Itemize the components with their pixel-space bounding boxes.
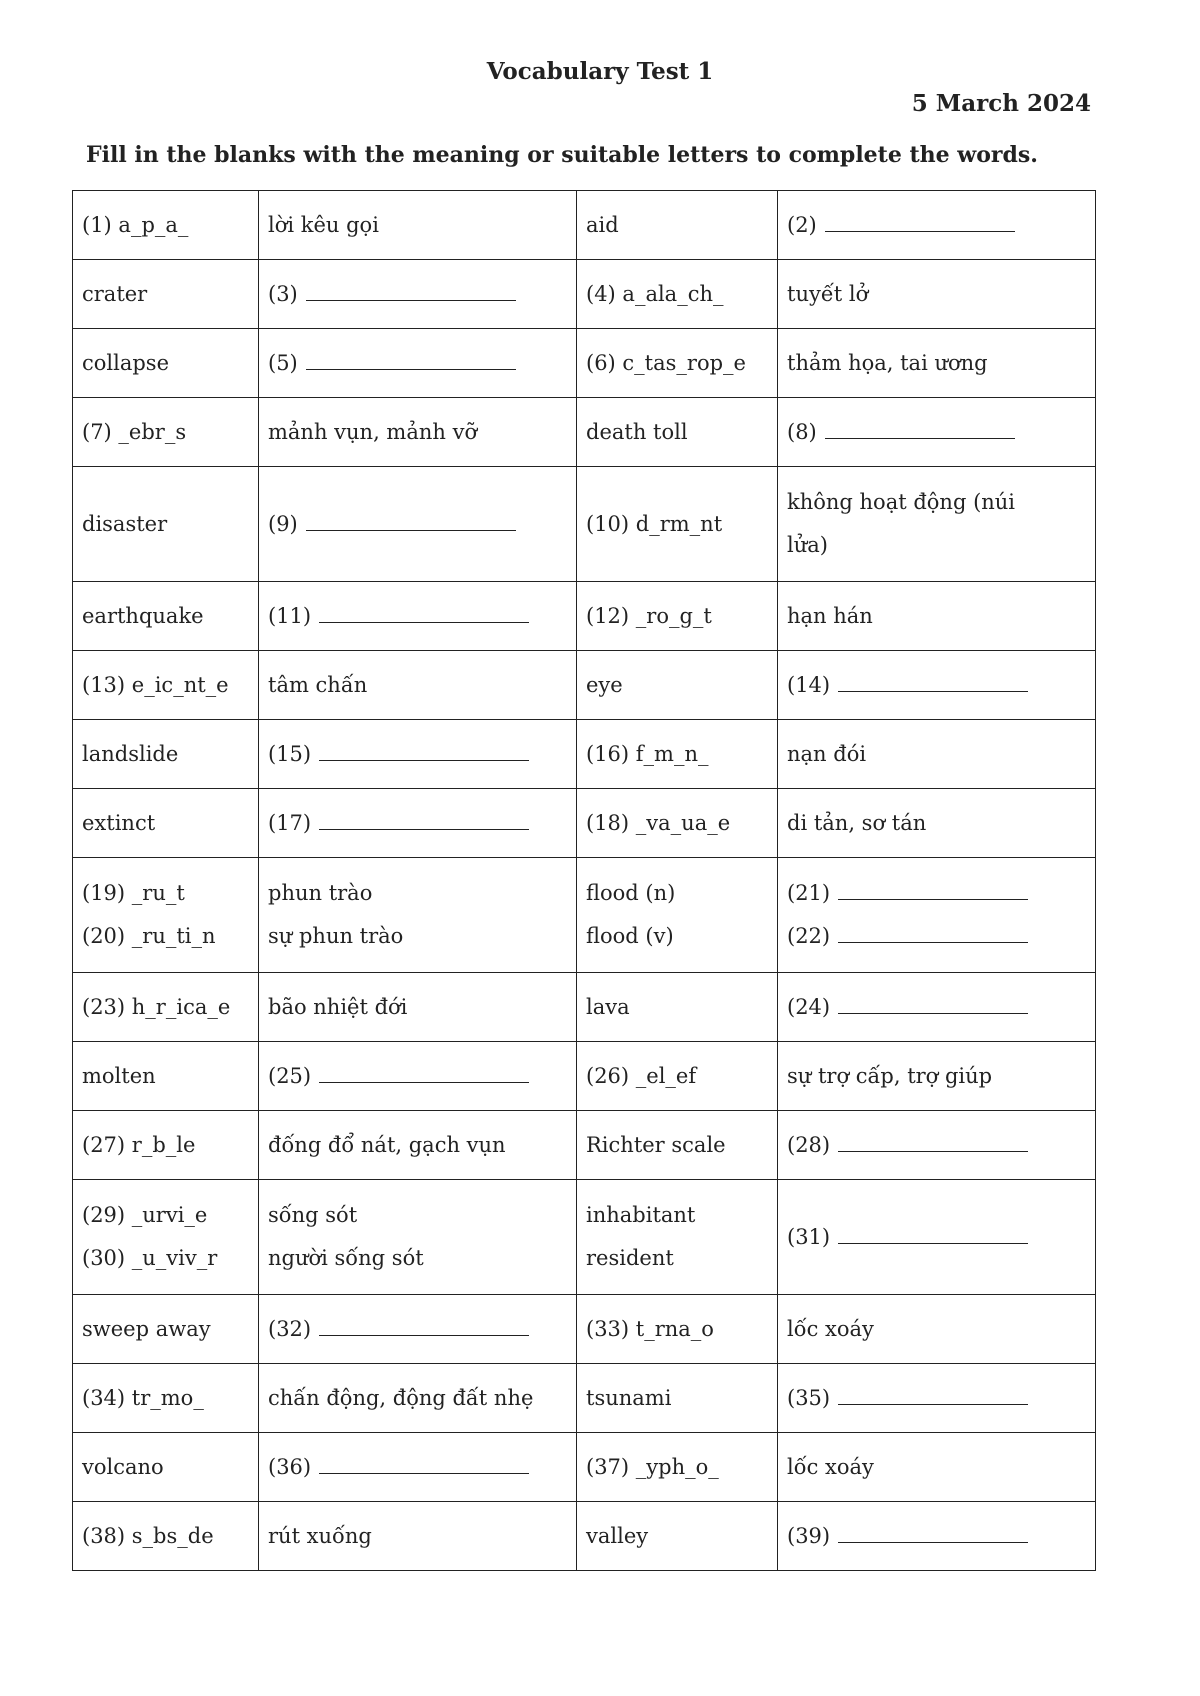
cell-line — [586, 733, 768, 776]
table-cell — [778, 651, 1096, 720]
cell-line — [268, 915, 567, 958]
cell-line — [586, 915, 768, 958]
cell-text: (6) c_tas_rop_e — [586, 350, 746, 375]
table-cell — [778, 720, 1096, 789]
cell-line — [787, 915, 1086, 958]
cell-text: rút xuống — [268, 1523, 372, 1548]
table-cell — [778, 191, 1096, 260]
cell-line — [268, 1055, 567, 1098]
cell-line — [787, 1055, 1086, 1098]
cell-text: (29) _urvi_e — [82, 1203, 208, 1227]
cell-text: chấn động, động đất nhẹ — [268, 1385, 534, 1410]
table-row — [73, 329, 1096, 398]
table-cell — [778, 1180, 1096, 1295]
table-cell — [778, 1502, 1096, 1571]
cell-line — [586, 1377, 768, 1420]
cell-text: (12) _ro_g_t — [586, 603, 712, 628]
answer-blank[interactable] — [306, 506, 516, 531]
cell-line — [82, 1124, 249, 1167]
cell-line — [787, 524, 1086, 567]
table-row — [73, 1502, 1096, 1571]
table-cell — [73, 1180, 259, 1295]
cell-text: (38) s_bs_de — [82, 1523, 214, 1548]
cell-text: death toll — [586, 419, 688, 444]
answer-blank[interactable] — [825, 207, 1015, 232]
cell-line — [82, 1237, 249, 1280]
cell-line — [787, 411, 1086, 454]
table-row — [73, 398, 1096, 467]
table-cell — [73, 582, 259, 651]
table-cell — [259, 789, 577, 858]
table-cell — [73, 329, 259, 398]
table-row — [73, 1433, 1096, 1502]
table-cell — [73, 467, 259, 582]
cell-text: (9) — [268, 511, 298, 536]
cell-text: (32) — [268, 1316, 312, 1341]
cell-line — [268, 1308, 567, 1351]
answer-blank[interactable] — [838, 989, 1028, 1014]
cell-text: (10) d_rm_nt — [586, 511, 723, 536]
table-cell — [73, 1433, 259, 1502]
cell-line — [787, 595, 1086, 638]
cell-text: đống đổ nát, gạch vụn — [268, 1132, 506, 1157]
table-cell — [577, 1180, 778, 1295]
cell-text: (7) _ebr_s — [82, 419, 187, 444]
cell-text: (33) t_rna_o — [586, 1316, 714, 1341]
table-cell — [577, 1433, 778, 1502]
cell-text: (24) — [787, 994, 831, 1019]
table-cell — [577, 398, 778, 467]
cell-line — [82, 733, 249, 776]
table-cell — [259, 467, 577, 582]
table-cell — [259, 1364, 577, 1433]
cell-text: lốc xoáy — [787, 1316, 874, 1341]
table-row — [73, 260, 1096, 329]
table-cell — [778, 467, 1096, 582]
answer-blank[interactable] — [838, 1380, 1028, 1405]
cell-text: (4) a_ala_ch_ — [586, 281, 724, 306]
cell-text: eye — [586, 672, 623, 697]
cell-text: (18) _va_ua_e — [586, 810, 731, 835]
table-cell — [259, 191, 577, 260]
cell-text: thảm họa, tai ương — [787, 350, 988, 375]
table-cell — [73, 1295, 259, 1364]
table-cell — [778, 260, 1096, 329]
table-cell — [259, 1111, 577, 1180]
cell-text: extinct — [82, 810, 156, 835]
table-row — [73, 1364, 1096, 1433]
cell-line — [82, 1194, 249, 1237]
cell-line — [787, 1216, 1086, 1259]
cell-line — [82, 503, 249, 546]
cell-text: (14) — [787, 672, 831, 697]
table-cell — [73, 260, 259, 329]
answer-blank[interactable] — [838, 1127, 1028, 1152]
cell-line — [268, 733, 567, 776]
cell-line — [82, 986, 249, 1029]
table-cell — [778, 1295, 1096, 1364]
table-cell — [778, 973, 1096, 1042]
cell-text: (5) — [268, 350, 298, 375]
table-cell — [259, 260, 577, 329]
table-cell — [73, 858, 259, 973]
cell-text: flood (v) — [586, 924, 674, 948]
table-cell — [73, 720, 259, 789]
cell-text: molten — [82, 1063, 156, 1088]
cell-text: (21) — [787, 881, 831, 905]
table-row — [73, 1180, 1096, 1295]
answer-blank[interactable] — [838, 918, 1028, 943]
table-cell — [259, 1042, 577, 1111]
cell-text: (26) _el_ef — [586, 1063, 697, 1088]
cell-line — [268, 1194, 567, 1237]
cell-line — [787, 204, 1086, 247]
table-cell — [577, 1042, 778, 1111]
cell-text: (3) — [268, 281, 298, 306]
answer-blank[interactable] — [306, 345, 516, 370]
cell-text: disaster — [82, 511, 168, 536]
table-cell — [259, 1433, 577, 1502]
cell-line — [82, 915, 249, 958]
table-cell — [778, 1364, 1096, 1433]
cell-line — [268, 664, 567, 707]
cell-line — [268, 986, 567, 1029]
cell-text: valley — [586, 1523, 649, 1548]
cell-line — [586, 1055, 768, 1098]
cell-text: hạn hán — [787, 603, 873, 628]
cell-text: landslide — [82, 741, 179, 766]
cell-line — [268, 503, 567, 546]
table-cell — [577, 1502, 778, 1571]
cell-line — [82, 1377, 249, 1420]
table-cell — [259, 1180, 577, 1295]
cell-line — [787, 802, 1086, 845]
cell-line — [82, 1515, 249, 1558]
answer-blank[interactable] — [319, 1058, 529, 1083]
cell-line — [787, 1308, 1086, 1351]
answer-blank[interactable] — [838, 667, 1028, 692]
cell-line — [586, 1237, 768, 1280]
cell-text: (8) — [787, 419, 817, 444]
table-cell — [577, 1111, 778, 1180]
cell-text: (23) h_r_ica_e — [82, 994, 231, 1019]
table-row — [73, 467, 1096, 582]
table-cell — [577, 651, 778, 720]
cell-line — [82, 1055, 249, 1098]
table-row — [73, 582, 1096, 651]
table-cell — [577, 973, 778, 1042]
cell-text: (17) — [268, 810, 312, 835]
table-row — [73, 1111, 1096, 1180]
cell-line — [82, 1308, 249, 1351]
table-cell — [778, 789, 1096, 858]
table-row — [73, 789, 1096, 858]
cell-line — [586, 1194, 768, 1237]
cell-text: (36) — [268, 1454, 312, 1479]
cell-line — [787, 273, 1086, 316]
cell-line — [787, 1515, 1086, 1558]
cell-text: (13) e_ic_nt_e — [82, 672, 229, 697]
table-cell — [778, 329, 1096, 398]
answer-blank[interactable] — [838, 1219, 1028, 1244]
table-cell — [259, 858, 577, 973]
table-cell — [73, 973, 259, 1042]
table-cell — [577, 329, 778, 398]
cell-text: (35) — [787, 1385, 831, 1410]
table-cell — [259, 1502, 577, 1571]
cell-text: (25) — [268, 1063, 312, 1088]
table-cell — [259, 1295, 577, 1364]
cell-text: (34) tr_mo_ — [82, 1385, 204, 1410]
cell-line — [586, 1515, 768, 1558]
table-cell — [259, 973, 577, 1042]
table-row — [73, 720, 1096, 789]
cell-text: lửa) — [787, 533, 828, 557]
cell-line — [787, 664, 1086, 707]
table-cell — [778, 398, 1096, 467]
cell-line — [586, 1124, 768, 1167]
cell-text: (11) — [268, 603, 312, 628]
cell-text: sống sót — [268, 1203, 358, 1227]
cell-text: tsunami — [586, 1385, 672, 1410]
cell-text: (22) — [787, 924, 831, 948]
cell-text: (15) — [268, 741, 312, 766]
cell-line — [586, 1446, 768, 1489]
test-date: 5 March 2024 — [911, 90, 1091, 117]
answer-blank[interactable] — [319, 598, 529, 623]
cell-line — [82, 664, 249, 707]
cell-line — [82, 204, 249, 247]
cell-line — [586, 986, 768, 1029]
table-cell — [73, 1042, 259, 1111]
cell-line — [268, 1515, 567, 1558]
table-cell — [577, 582, 778, 651]
cell-text: lava — [586, 994, 630, 1019]
cell-line — [586, 342, 768, 385]
cell-text: Richter scale — [586, 1132, 726, 1157]
table-cell — [778, 1042, 1096, 1111]
table-cell — [259, 398, 577, 467]
cell-line — [268, 204, 567, 247]
cell-line — [586, 802, 768, 845]
table-cell — [73, 789, 259, 858]
page-title: Vocabulary Test 1 — [486, 58, 714, 85]
table-cell — [577, 191, 778, 260]
cell-text: mảnh vụn, mảnh vỡ — [268, 419, 478, 444]
cell-line — [268, 411, 567, 454]
table-cell — [73, 1502, 259, 1571]
cell-text: (37) _yph_o_ — [586, 1454, 719, 1479]
cell-line — [268, 595, 567, 638]
cell-line — [82, 411, 249, 454]
cell-line — [787, 1377, 1086, 1420]
cell-text: crater — [82, 281, 148, 306]
cell-text: flood (n) — [586, 881, 676, 905]
table-cell — [778, 1111, 1096, 1180]
table-cell — [259, 651, 577, 720]
answer-blank[interactable] — [319, 805, 529, 830]
table-cell — [577, 260, 778, 329]
cell-text: (19) _ru_t — [82, 881, 185, 905]
cell-text: resident — [586, 1246, 674, 1270]
cell-line — [82, 273, 249, 316]
cell-line — [82, 872, 249, 915]
cell-text: (28) — [787, 1132, 831, 1157]
cell-line — [82, 802, 249, 845]
cell-text: (16) f_m_n_ — [586, 741, 709, 766]
cell-text: collapse — [82, 350, 170, 375]
cell-line — [268, 273, 567, 316]
cell-line — [787, 342, 1086, 385]
cell-text: (31) — [787, 1224, 831, 1249]
table-cell — [73, 1111, 259, 1180]
table-cell — [778, 858, 1096, 973]
table-cell — [577, 1364, 778, 1433]
cell-text: không hoạt động (núi — [787, 490, 1016, 514]
instruction-text: Fill in the blanks with the meaning or suitable letters to complete the words. — [86, 142, 1038, 168]
cell-text: lốc xoáy — [787, 1454, 874, 1479]
table-cell — [259, 329, 577, 398]
answer-blank[interactable] — [838, 875, 1028, 900]
cell-line — [268, 802, 567, 845]
cell-line — [586, 411, 768, 454]
answer-blank[interactable] — [825, 414, 1015, 439]
cell-line — [586, 872, 768, 915]
answer-blank[interactable] — [319, 736, 529, 761]
cell-line — [82, 1446, 249, 1489]
answer-blank[interactable] — [319, 1311, 529, 1336]
table-cell — [73, 398, 259, 467]
cell-line — [787, 872, 1086, 915]
cell-text: inhabitant — [586, 1203, 696, 1227]
vocabulary-table — [72, 190, 1096, 1571]
cell-line — [82, 595, 249, 638]
vocabulary-table-body — [73, 191, 1096, 1571]
cell-text: lời kêu gọi — [268, 212, 379, 237]
cell-text: aid — [586, 212, 619, 237]
cell-line — [586, 273, 768, 316]
table-cell — [778, 582, 1096, 651]
cell-line — [268, 1124, 567, 1167]
table-row — [73, 651, 1096, 720]
answer-blank[interactable] — [319, 1449, 529, 1474]
cell-text: sự trợ cấp, trợ giúp — [787, 1063, 993, 1088]
cell-text: (2) — [787, 212, 817, 237]
cell-text: sweep away — [82, 1316, 211, 1341]
cell-line — [586, 1308, 768, 1351]
cell-line — [787, 481, 1086, 524]
table-cell — [577, 858, 778, 973]
cell-line — [787, 1124, 1086, 1167]
cell-line — [787, 1446, 1086, 1489]
cell-line — [268, 872, 567, 915]
table-row — [73, 1042, 1096, 1111]
cell-line — [268, 342, 567, 385]
cell-text: nạn đói — [787, 741, 867, 766]
table-cell — [778, 1433, 1096, 1502]
cell-line — [586, 503, 768, 546]
cell-text: volcano — [82, 1454, 164, 1479]
table-row — [73, 858, 1096, 973]
answer-blank[interactable] — [306, 276, 516, 301]
table-cell — [259, 582, 577, 651]
cell-line — [268, 1237, 567, 1280]
cell-text: người sống sót — [268, 1246, 424, 1270]
table-cell — [577, 467, 778, 582]
cell-line — [586, 595, 768, 638]
cell-text: (20) _ru_ti_n — [82, 924, 216, 948]
cell-text: phun trào — [268, 881, 373, 905]
answer-blank[interactable] — [838, 1518, 1028, 1543]
cell-text: bão nhiệt đới — [268, 994, 408, 1019]
table-cell — [73, 1364, 259, 1433]
cell-line — [82, 342, 249, 385]
cell-line — [787, 986, 1086, 1029]
cell-line — [268, 1446, 567, 1489]
cell-text: earthquake — [82, 603, 204, 628]
cell-line — [787, 733, 1086, 776]
cell-line — [586, 664, 768, 707]
cell-text: sự phun trào — [268, 924, 404, 948]
cell-line — [586, 204, 768, 247]
table-row — [73, 191, 1096, 260]
cell-text: (30) _u_viv_r — [82, 1246, 218, 1270]
cell-text: tâm chấn — [268, 672, 368, 697]
table-cell — [577, 1295, 778, 1364]
cell-text: di tản, sơ tán — [787, 810, 927, 835]
cell-text: (1) a_p_a_ — [82, 212, 189, 237]
cell-text: (27) r_b_le — [82, 1132, 196, 1157]
table-cell — [73, 191, 259, 260]
table-cell — [73, 651, 259, 720]
table-cell — [259, 720, 577, 789]
cell-text: (39) — [787, 1523, 831, 1548]
table-row — [73, 973, 1096, 1042]
table-row — [73, 1295, 1096, 1364]
cell-line — [268, 1377, 567, 1420]
table-cell — [577, 789, 778, 858]
cell-text: tuyết lở — [787, 281, 869, 306]
table-cell — [577, 720, 778, 789]
